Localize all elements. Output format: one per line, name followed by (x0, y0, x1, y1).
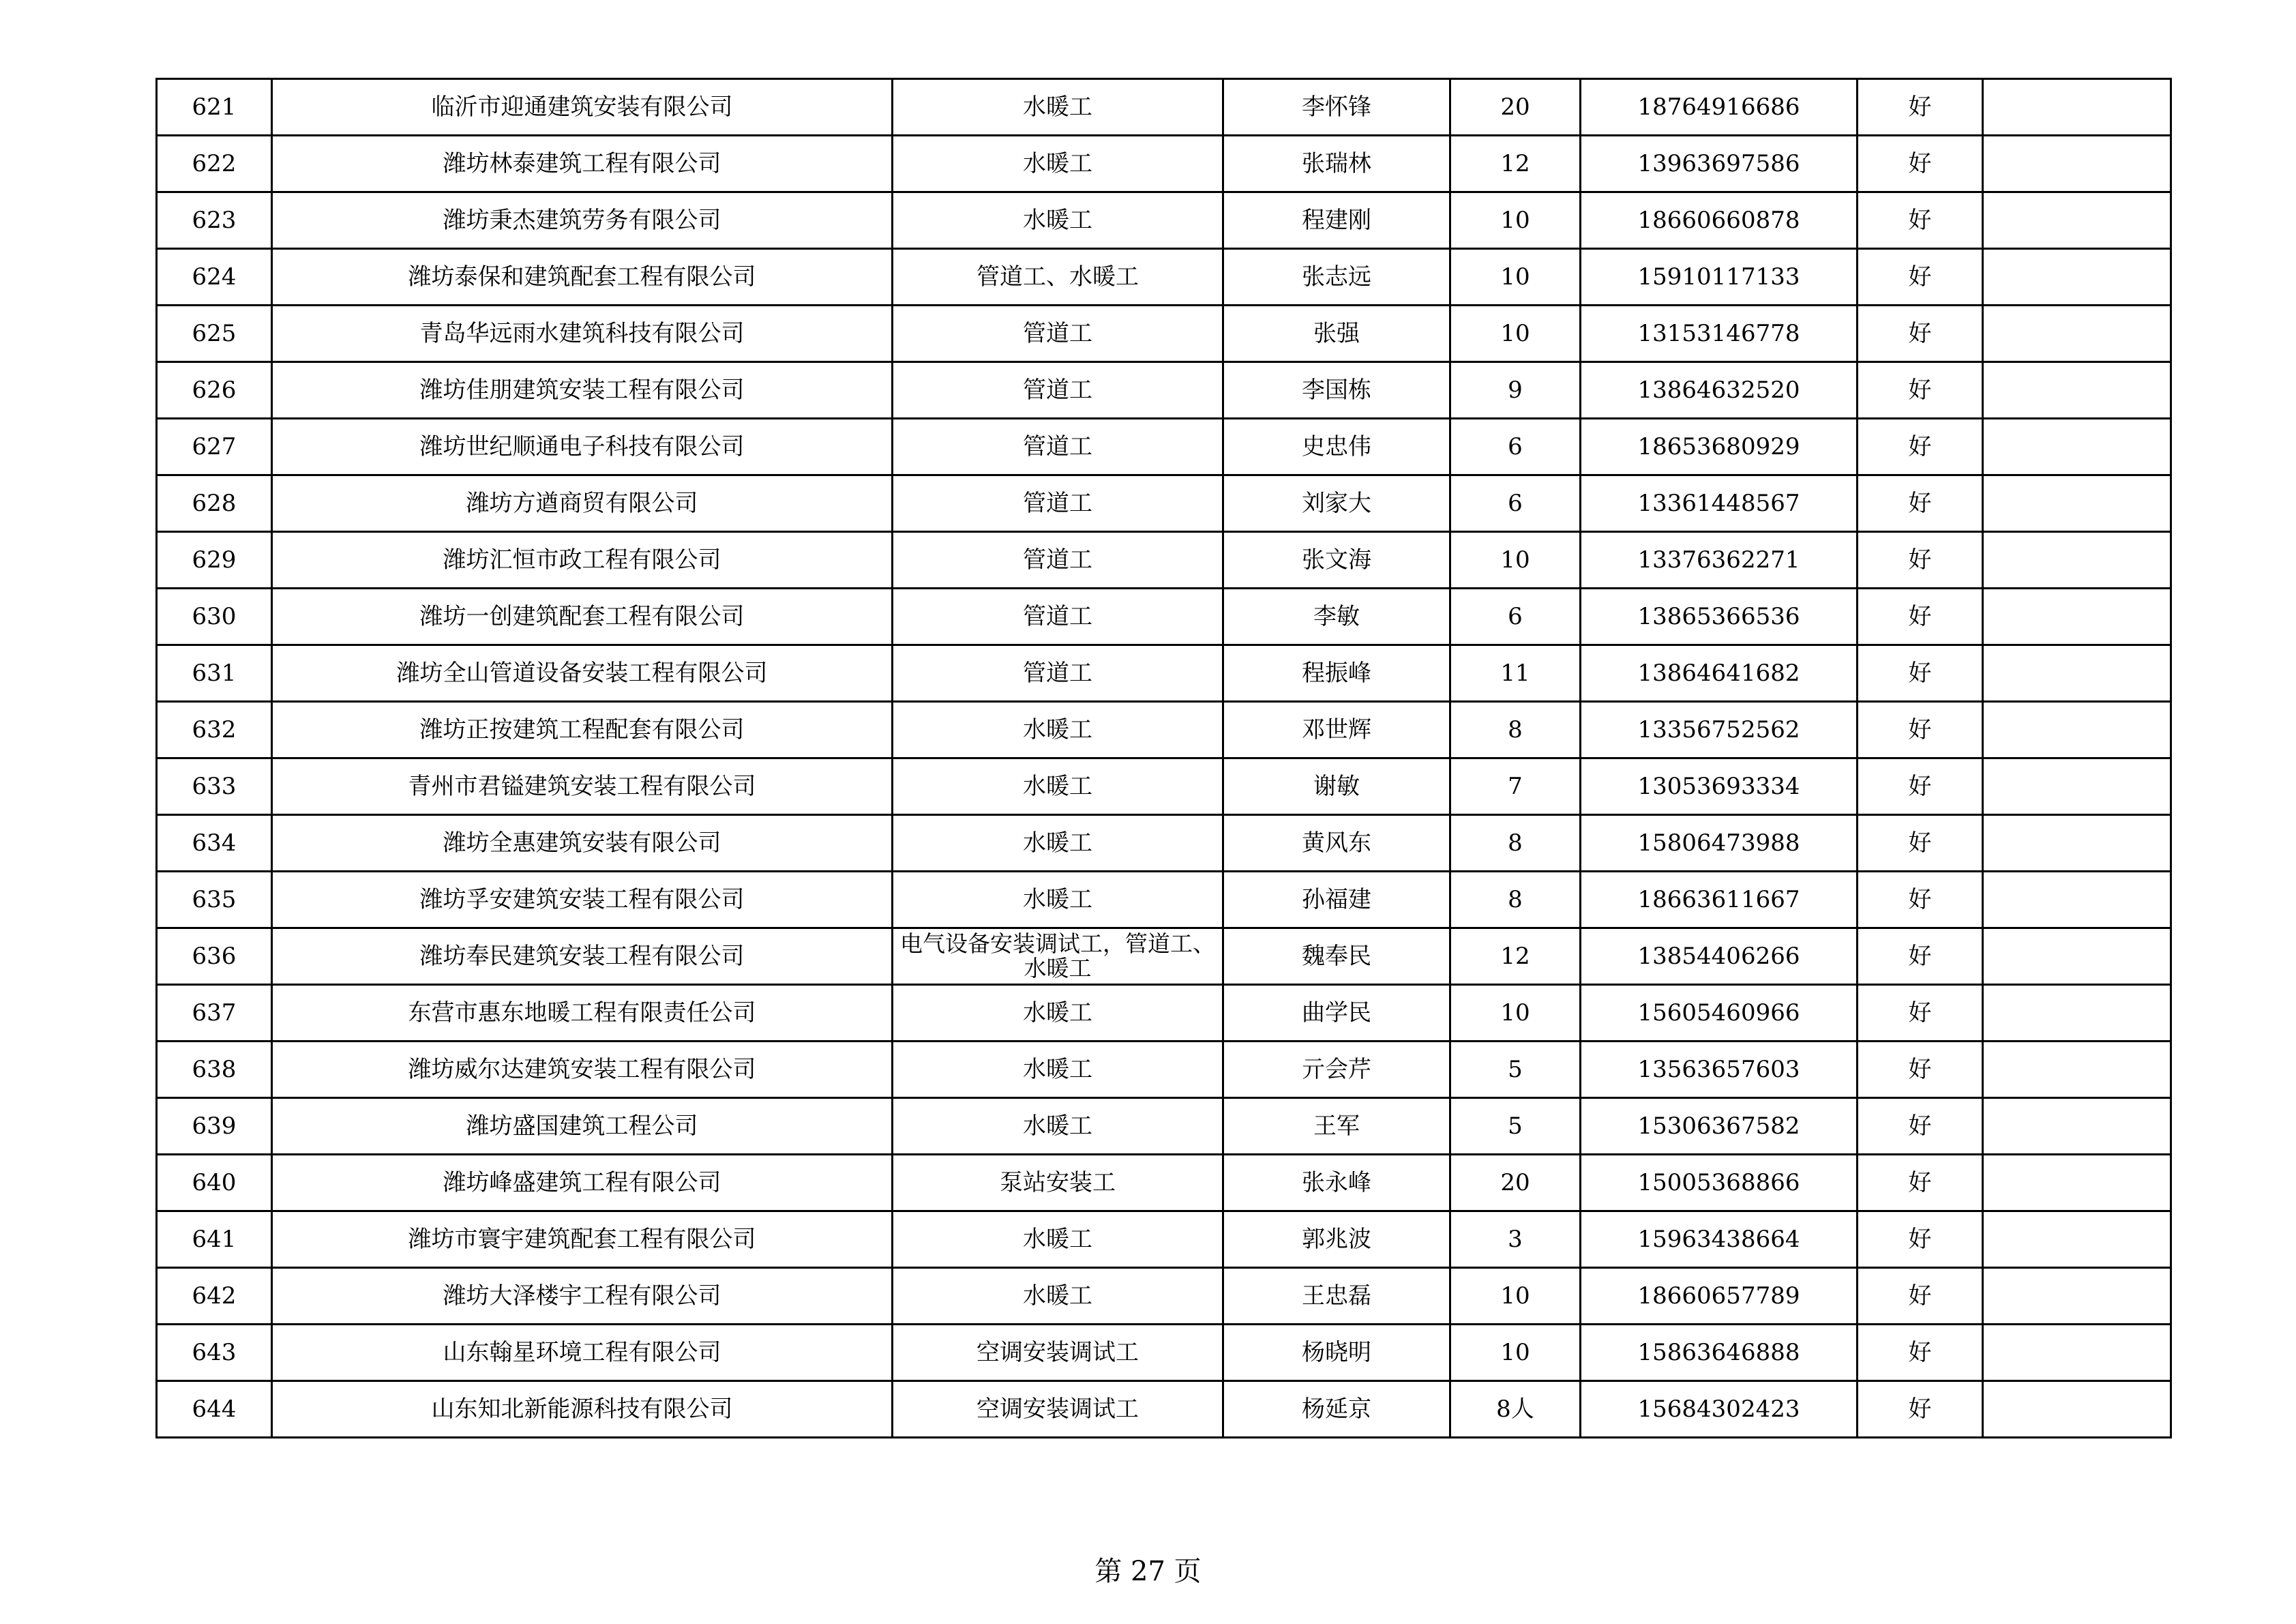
row-number-cell: 631 (157, 645, 272, 702)
contact-person-cell: 李敏 (1223, 589, 1450, 645)
table-row (157, 1098, 2171, 1155)
row-number-cell: 637 (157, 985, 272, 1042)
company-name-cell: 山东知北新能源科技有限公司 (272, 1381, 893, 1438)
company-name-cell: 潍坊峰盛建筑工程有限公司 (272, 1155, 893, 1211)
worker-count-cell: 11 (1450, 645, 1581, 702)
phone-number-cell: 13356752562 (1581, 702, 1858, 758)
worker-count-cell: 7 (1450, 758, 1581, 815)
contact-person-cell: 邓世辉 (1223, 702, 1450, 758)
worker-count-cell: 12 (1450, 136, 1581, 192)
company-name-cell: 潍坊方遒商贸有限公司 (272, 475, 893, 532)
rating-cell: 好 (1858, 1098, 1983, 1155)
remark-cell (1983, 589, 2171, 645)
worker-count-cell: 8 (1450, 702, 1581, 758)
rating-cell: 好 (1858, 532, 1983, 589)
trade-type-cell: 管道工 (893, 419, 1223, 475)
worker-count-cell: 10 (1450, 532, 1581, 589)
row-number-cell: 638 (157, 1042, 272, 1098)
trade-type-cell: 水暖工 (893, 815, 1223, 872)
rating-cell: 好 (1858, 589, 1983, 645)
phone-number-cell: 18764916686 (1581, 79, 1858, 136)
table-row (157, 475, 2171, 532)
rating-cell: 好 (1858, 985, 1983, 1042)
company-name-cell: 潍坊泰保和建筑配套工程有限公司 (272, 249, 893, 306)
trade-type-cell: 管道工 (893, 589, 1223, 645)
phone-number-cell: 13865366536 (1581, 589, 1858, 645)
row-number-cell: 643 (157, 1325, 272, 1381)
worker-count-cell: 10 (1450, 1268, 1581, 1325)
rating-cell: 好 (1858, 1155, 1983, 1211)
remark-cell (1983, 475, 2171, 532)
table-row (157, 306, 2171, 362)
worker-count-cell: 8人 (1450, 1381, 1581, 1438)
company-name-cell: 青州市君镒建筑安装工程有限公司 (272, 758, 893, 815)
row-number-cell: 632 (157, 702, 272, 758)
worker-count-cell: 6 (1450, 419, 1581, 475)
table-row (157, 758, 2171, 815)
company-name-cell: 潍坊佳朋建筑安装工程有限公司 (272, 362, 893, 419)
remark-cell (1983, 928, 2171, 985)
trade-type-cell: 水暖工 (893, 872, 1223, 928)
rating-cell: 好 (1858, 645, 1983, 702)
trade-type-cell: 空调安装调试工 (893, 1325, 1223, 1381)
trade-type-cell: 空调安装调试工 (893, 1381, 1223, 1438)
worker-count-cell: 8 (1450, 872, 1581, 928)
worker-count-cell: 12 (1450, 928, 1581, 985)
trade-type-cell: 管道工 (893, 475, 1223, 532)
worker-count-cell: 10 (1450, 192, 1581, 249)
page-number: 第 27 页 (1094, 1556, 1202, 1587)
trade-type-cell: 水暖工 (893, 758, 1223, 815)
contact-person-cell: 王忠磊 (1223, 1268, 1450, 1325)
contact-person-cell: 谢敏 (1223, 758, 1450, 815)
contact-person-cell: 张瑞林 (1223, 136, 1450, 192)
rating-cell: 好 (1858, 136, 1983, 192)
row-number-cell: 639 (157, 1098, 272, 1155)
row-number-cell: 636 (157, 928, 272, 985)
contact-person-cell: 张强 (1223, 306, 1450, 362)
row-number-cell: 624 (157, 249, 272, 306)
remark-cell (1983, 532, 2171, 589)
table-row (157, 815, 2171, 872)
remark-cell (1983, 645, 2171, 702)
rating-cell: 好 (1858, 192, 1983, 249)
table-row (157, 419, 2171, 475)
worker-count-cell: 5 (1450, 1042, 1581, 1098)
table-row (157, 362, 2171, 419)
rating-cell: 好 (1858, 419, 1983, 475)
phone-number-cell: 13854406266 (1581, 928, 1858, 985)
table-row (157, 1268, 2171, 1325)
table-row (157, 532, 2171, 589)
row-number-cell: 622 (157, 136, 272, 192)
trade-type-cell: 水暖工 (893, 1042, 1223, 1098)
table-row (157, 1211, 2171, 1268)
company-name-cell: 潍坊世纪顺通电子科技有限公司 (272, 419, 893, 475)
table-row (157, 79, 2171, 136)
table-row (157, 1155, 2171, 1211)
row-number-cell: 627 (157, 419, 272, 475)
trade-type-cell: 电气设备安装调试工，管道工、水暖工 (893, 928, 1223, 985)
table-row (157, 136, 2171, 192)
rating-cell: 好 (1858, 1268, 1983, 1325)
remark-cell (1983, 79, 2171, 136)
contact-person-cell: 亓会芹 (1223, 1042, 1450, 1098)
phone-number-cell: 18663611667 (1581, 872, 1858, 928)
phone-number-cell: 15306367582 (1581, 1098, 1858, 1155)
table-row (157, 249, 2171, 306)
rating-cell: 好 (1858, 249, 1983, 306)
rating-cell: 好 (1858, 1042, 1983, 1098)
trade-type-cell: 管道工 (893, 645, 1223, 702)
rating-cell: 好 (1858, 475, 1983, 532)
table-row (157, 1042, 2171, 1098)
worker-count-cell: 6 (1450, 475, 1581, 532)
remark-cell (1983, 1098, 2171, 1155)
remark-cell (1983, 419, 2171, 475)
trade-type-cell: 管道工 (893, 362, 1223, 419)
phone-number-cell: 13563657603 (1581, 1042, 1858, 1098)
worker-count-cell: 3 (1450, 1211, 1581, 1268)
rating-cell: 好 (1858, 306, 1983, 362)
contact-person-cell: 张永峰 (1223, 1155, 1450, 1211)
rating-cell: 好 (1858, 872, 1983, 928)
contact-person-cell: 曲学民 (1223, 985, 1450, 1042)
company-name-cell: 青岛华远雨水建筑科技有限公司 (272, 306, 893, 362)
phone-number-cell: 15910117133 (1581, 249, 1858, 306)
worker-count-cell: 20 (1450, 79, 1581, 136)
row-number-cell: 634 (157, 815, 272, 872)
company-name-cell: 潍坊汇恒市政工程有限公司 (272, 532, 893, 589)
row-number-cell: 635 (157, 872, 272, 928)
worker-count-cell: 10 (1450, 985, 1581, 1042)
trade-type-cell: 泵站安装工 (893, 1155, 1223, 1211)
phone-number-cell: 15684302423 (1581, 1381, 1858, 1438)
contact-person-cell: 王军 (1223, 1098, 1450, 1155)
contact-person-cell: 史忠伟 (1223, 419, 1450, 475)
worker-count-cell: 9 (1450, 362, 1581, 419)
phone-number-cell: 13376362271 (1581, 532, 1858, 589)
remark-cell (1983, 362, 2171, 419)
table-row (157, 702, 2171, 758)
worker-count-cell: 5 (1450, 1098, 1581, 1155)
company-name-cell: 潍坊林泰建筑工程有限公司 (272, 136, 893, 192)
row-number-cell: 644 (157, 1381, 272, 1438)
contact-person-cell: 张志远 (1223, 249, 1450, 306)
rating-cell: 好 (1858, 362, 1983, 419)
phone-number-cell: 13153146778 (1581, 306, 1858, 362)
remark-cell (1983, 306, 2171, 362)
rating-cell: 好 (1858, 79, 1983, 136)
phone-number-cell: 13864632520 (1581, 362, 1858, 419)
remark-cell (1983, 192, 2171, 249)
phone-number-cell: 15605460966 (1581, 985, 1858, 1042)
row-number-cell: 626 (157, 362, 272, 419)
rating-cell: 好 (1858, 1325, 1983, 1381)
trade-type-cell: 水暖工 (893, 985, 1223, 1042)
remark-cell (1983, 758, 2171, 815)
contact-person-cell: 孙福建 (1223, 872, 1450, 928)
company-name-cell: 潍坊秉杰建筑劳务有限公司 (272, 192, 893, 249)
contact-person-cell: 杨延京 (1223, 1381, 1450, 1438)
remark-cell (1983, 1155, 2171, 1211)
rating-cell: 好 (1858, 1211, 1983, 1268)
worker-count-cell: 6 (1450, 589, 1581, 645)
company-name-cell: 潍坊全惠建筑安装有限公司 (272, 815, 893, 872)
row-number-cell: 640 (157, 1155, 272, 1211)
phone-number-cell: 18660660878 (1581, 192, 1858, 249)
rating-cell: 好 (1858, 928, 1983, 985)
trade-type-cell: 水暖工 (893, 702, 1223, 758)
row-number-cell: 642 (157, 1268, 272, 1325)
remark-cell (1983, 1381, 2171, 1438)
row-number-cell: 623 (157, 192, 272, 249)
company-name-cell: 潍坊全山管道设备安装工程有限公司 (272, 645, 893, 702)
trade-type-cell: 水暖工 (893, 1211, 1223, 1268)
remark-cell (1983, 985, 2171, 1042)
phone-number-cell: 13361448567 (1581, 475, 1858, 532)
worker-count-cell: 20 (1450, 1155, 1581, 1211)
remark-cell (1983, 815, 2171, 872)
company-name-cell: 临沂市迎通建筑安装有限公司 (272, 79, 893, 136)
remark-cell (1983, 249, 2171, 306)
table-row (157, 985, 2171, 1042)
company-name-cell: 潍坊盛国建筑工程公司 (272, 1098, 893, 1155)
row-number-cell: 641 (157, 1211, 272, 1268)
worker-count-cell: 10 (1450, 1325, 1581, 1381)
table-row (157, 872, 2171, 928)
contact-person-cell: 李国栋 (1223, 362, 1450, 419)
phone-number-cell: 15863646888 (1581, 1325, 1858, 1381)
trade-type-cell: 水暖工 (893, 136, 1223, 192)
row-number-cell: 625 (157, 306, 272, 362)
remark-cell (1983, 1211, 2171, 1268)
phone-number-cell: 13963697586 (1581, 136, 1858, 192)
contact-person-cell: 刘家大 (1223, 475, 1450, 532)
trade-type-cell: 水暖工 (893, 1098, 1223, 1155)
phone-number-cell: 13864641682 (1581, 645, 1858, 702)
contact-person-cell: 黄风东 (1223, 815, 1450, 872)
phone-number-cell: 15005368866 (1581, 1155, 1858, 1211)
worker-count-cell: 10 (1450, 249, 1581, 306)
roster-sheet (155, 78, 2170, 1438)
company-name-cell: 潍坊奉民建筑安装工程有限公司 (272, 928, 893, 985)
phone-number-cell: 18653680929 (1581, 419, 1858, 475)
contractor-table (155, 78, 2172, 1438)
trade-type-cell: 管道工 (893, 532, 1223, 589)
row-number-cell: 629 (157, 532, 272, 589)
rating-cell: 好 (1858, 702, 1983, 758)
company-name-cell: 潍坊大泽楼宇工程有限公司 (272, 1268, 893, 1325)
company-name-cell: 东营市惠东地暖工程有限责任公司 (272, 985, 893, 1042)
phone-number-cell: 13053693334 (1581, 758, 1858, 815)
trade-type-cell: 水暖工 (893, 1268, 1223, 1325)
remark-cell (1983, 1042, 2171, 1098)
company-name-cell: 潍坊市寰宇建筑配套工程有限公司 (272, 1211, 893, 1268)
contact-person-cell: 张文海 (1223, 532, 1450, 589)
company-name-cell: 潍坊威尔达建筑安装工程有限公司 (272, 1042, 893, 1098)
worker-count-cell: 8 (1450, 815, 1581, 872)
phone-number-cell: 15806473988 (1581, 815, 1858, 872)
contact-person-cell: 杨晓明 (1223, 1325, 1450, 1381)
remark-cell (1983, 1268, 2171, 1325)
table-body (157, 79, 2171, 1438)
rating-cell: 好 (1858, 1381, 1983, 1438)
contact-person-cell: 李怀锋 (1223, 79, 1450, 136)
trade-type-cell: 水暖工 (893, 79, 1223, 136)
rating-cell: 好 (1858, 815, 1983, 872)
table-row (157, 645, 2171, 702)
trade-type-cell: 管道工 (893, 306, 1223, 362)
table-row (157, 192, 2171, 249)
table-row (157, 1325, 2171, 1381)
company-name-cell: 山东翰星环境工程有限公司 (272, 1325, 893, 1381)
remark-cell (1983, 872, 2171, 928)
trade-type-cell: 管道工、水暖工 (893, 249, 1223, 306)
contact-person-cell: 程建刚 (1223, 192, 1450, 249)
phone-number-cell: 18660657789 (1581, 1268, 1858, 1325)
contact-person-cell: 郭兆波 (1223, 1211, 1450, 1268)
table-row (157, 589, 2171, 645)
row-number-cell: 628 (157, 475, 272, 532)
table-row (157, 1381, 2171, 1438)
rating-cell: 好 (1858, 758, 1983, 815)
table-row (157, 928, 2171, 985)
contact-person-cell: 程振峰 (1223, 645, 1450, 702)
remark-cell (1983, 702, 2171, 758)
worker-count-cell: 10 (1450, 306, 1581, 362)
company-name-cell: 潍坊一创建筑配套工程有限公司 (272, 589, 893, 645)
trade-type-cell: 水暖工 (893, 192, 1223, 249)
row-number-cell: 633 (157, 758, 272, 815)
remark-cell (1983, 136, 2171, 192)
phone-number-cell: 15963438664 (1581, 1211, 1858, 1268)
row-number-cell: 621 (157, 79, 272, 136)
remark-cell (1983, 1325, 2171, 1381)
company-name-cell: 潍坊孚安建筑安装工程有限公司 (272, 872, 893, 928)
row-number-cell: 630 (157, 589, 272, 645)
contact-person-cell: 魏奉民 (1223, 928, 1450, 985)
company-name-cell: 潍坊正按建筑工程配套有限公司 (272, 702, 893, 758)
